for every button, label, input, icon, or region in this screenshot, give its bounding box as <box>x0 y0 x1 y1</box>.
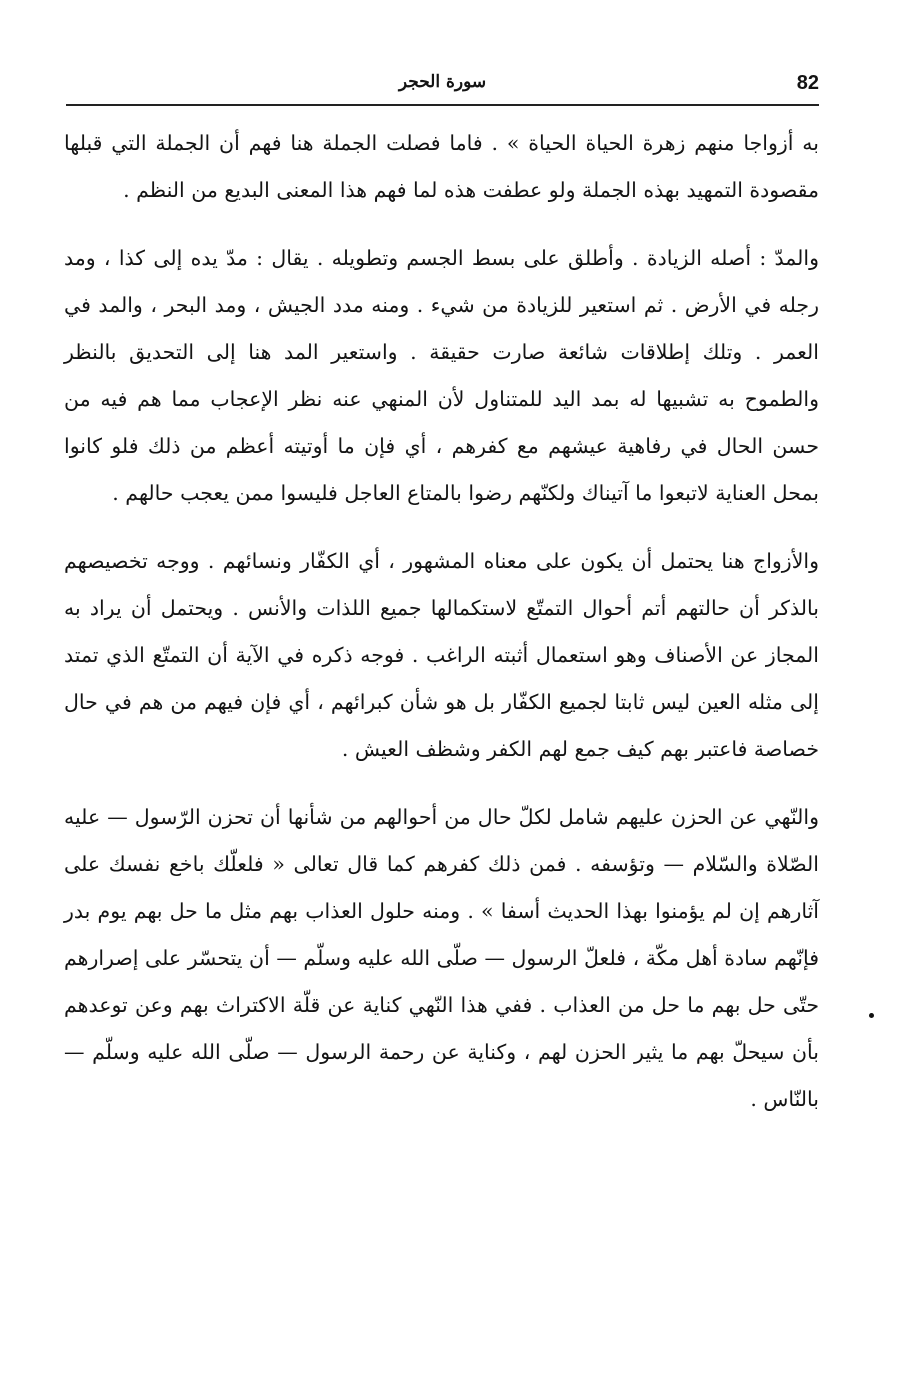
paragraph-1: به أزواجا منهم زهرة الحياة الحياة » . فاما فصلت الجملة هنا فهم أن الجملة التي قبلها مقصودة التمهيد بهذه الجملة ولو عطفت هذه لما فهم هذا المعنى البديع من النظم . <box>64 131 819 202</box>
page-number: 82 <box>796 72 819 94</box>
page-header <box>66 72 819 102</box>
page-body <box>64 120 819 1144</box>
scan-speck <box>869 1013 874 1018</box>
running-title: سورة الحجر <box>398 72 487 92</box>
paragraph-3: والأزواج هنا يحتمل أن يكون على معناه المشهور ، أي الكفّار ونسائهم . ووجه تخصيصهم بالذكر أن حالتهم أتم أحوال التمتّع لاستكمالها جميع اللذات والأنس . ويحتمل أن يراد به المجاز عن الأصناف وهو استعمال أثبته الراغب . فوجه ذكره في الآية أن التمتّع الذي تمتد إلى مثله العين ليس ثابتا لجميع الكفّار بل هو شأن كبرائهم ، أي فإن فيهم من هم في حال خصاصة فاعتبر بهم كيف جمع لهم الكفر وشظف العيش . <box>64 549 819 761</box>
paragraph-2: والمدّ : أصله الزيادة . وأطلق على بسط الجسم وتطويله . يقال : مدّ يده إلى كذا ، ومد رجله في الأرض . ثم استعير للزيادة من شيء . ومنه مدد الجيش ، ومد البحر ، والمد في العمر . وتلك إطلاقات شائعة صارت حقيقة . واستعير المد هنا إلى التحديق بالنظر والطموح به تشبيها له بمد اليد للمتناول لأن المنهي عنه نظر الإعجاب مما هم فيه من حسن الحال في رفاهية عيشهم مع كفرهم ، أي فإن ما أوتيته أعظم من ذلك فلو كانوا بمحل العناية لاتبعوا ما آتيناك ولكنّهم رضوا بالمتاع العاجل فليسوا ممن يعجب حالهم . <box>64 246 819 505</box>
paragraph-4: والنّهي عن الحزن عليهم شامل لكلّ حال من أحوالهم من شأنها أن تحزن الرّسول — عليه الصّلاة والسّلام — وتؤسفه . فمن ذلك كفرهم كما قال تعالى « فلعلّك باخع نفسك على آثارهم إن لم يؤمنوا بهذا الحديث أسفا » . ومنه حلول العذاب بهم مثل ما حل بهم يوم بدر فإنّهم سادة أهل مكّة ، فلعلّ الرسول — صلّى الله عليه وسلّم — أن يتحسّر على إصرارهم حتّى حل بهم ما حل من العذاب . ففي هذا النّهي كناية عن قلّة الاكتراث بهم وعن توعدهم بأن سيحلّ بهم ما يثير الحزن لهم ، وكناية عن رحمة الرسول — صلّى الله عليه وسلّم — بالنّاس . <box>64 805 819 1111</box>
header-divider <box>66 104 819 106</box>
